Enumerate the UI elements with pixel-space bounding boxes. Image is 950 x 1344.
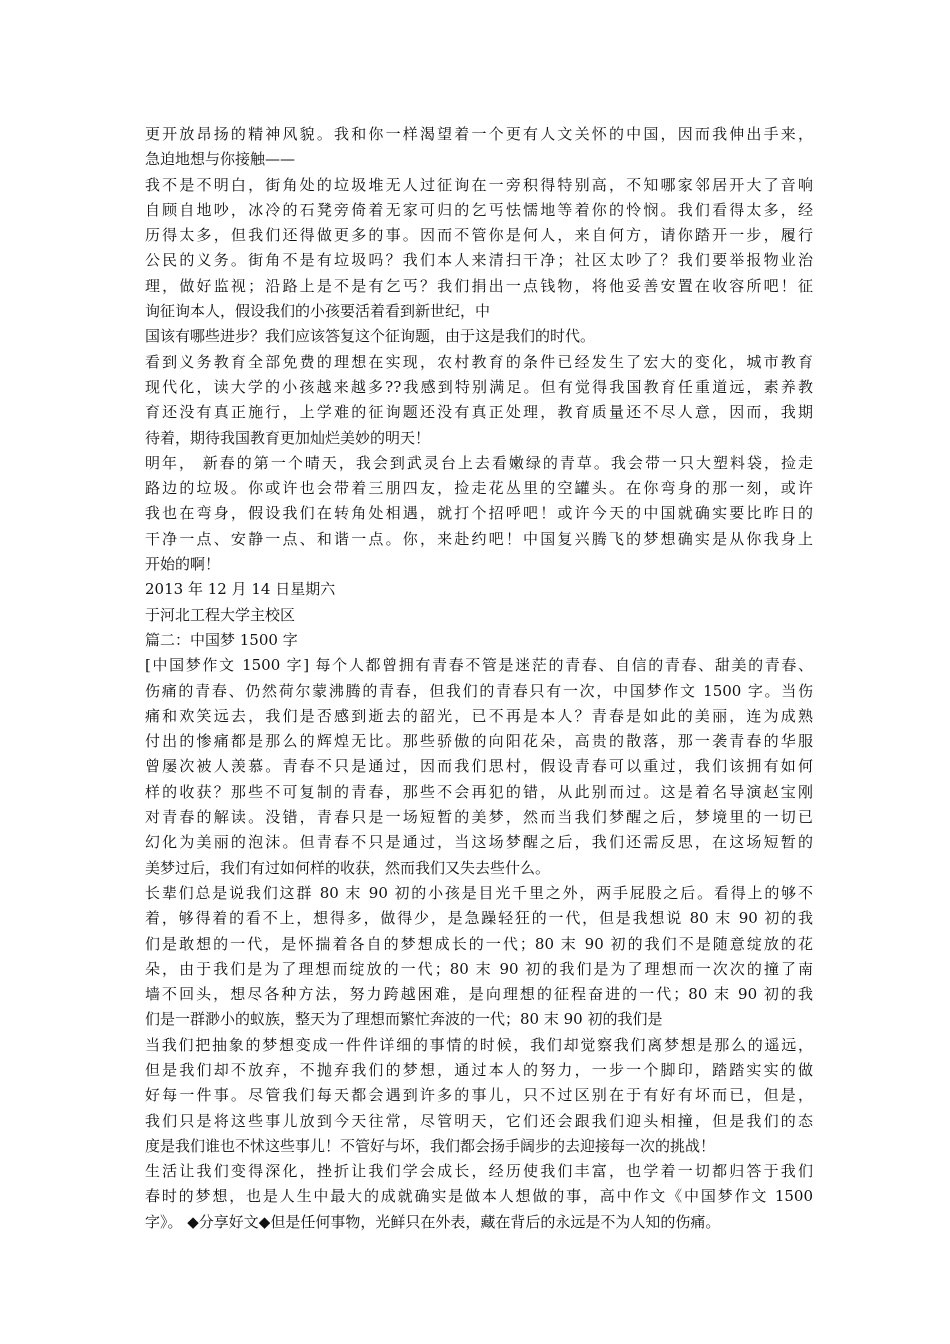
text-line: 我也在弯身，假设我们在转角处相遇，就打个招呼吧！或许今天的中国就确实要比昨日的: [145, 504, 813, 523]
text-line: 自顾自地吵，冰冷的石凳旁倚着无家可归的乞丐怯懦地等着你的怜悯。我们看得太多，经: [145, 200, 813, 219]
text-line: 公民的义务。街角不是有垃圾吗？我们本人来清扫干净；社区太吵了？我们要举报物业治: [145, 251, 813, 270]
text-line: 急迫地想与你接触——: [145, 150, 296, 169]
text-line: 路边的垃圾。你或许也会带着三朋四友，捡走花丛里的空罐头。在你弯身的那一刻，或许: [145, 479, 813, 498]
text-line: 理，做好监视；沿路上是不是有乞丐？我们捐出一点钱物，将他妥善安置在收容所吧！征: [145, 276, 813, 295]
text-line: 看到义务教育全部免费的理想在实现，农村教育的条件已经发生了宏大的变化，城市教育: [145, 352, 813, 371]
text-line: 开始的啊！: [145, 555, 221, 574]
text-line: 痛和欢笑远去，我们是否感到逝去的韶光，已不再是本人？青春是如此的美丽，连为成熟: [145, 706, 813, 725]
text-line: 现代化，读大学的小孩越来越多??我感到特别满足。但有觉得我国教育任重道远，素养教: [145, 377, 813, 396]
text-line: 美梦过后，我们有过如何样的收获，然而我们又失去些什么。: [145, 858, 551, 877]
text-line: 干净一点、安静一点、和谐一点。你，来赴约吧！中国复兴腾飞的梦想确实是从你我身上: [145, 529, 813, 548]
text-line: 曾屡次被人羡慕。青春不只是通过，因而我们思村，假设青春可以重过，我们该拥有如何: [145, 757, 813, 776]
text-line: 生活让我们变得深化，挫折让我们学会成长，经历使我们丰富，也学着一切都归答于我们: [145, 1162, 813, 1181]
text-line: 们是一群渺小的蚁族，整天为了理想而繁忙奔波的一代；80 末 90 初的我们是: [145, 1010, 663, 1029]
text-line: 春时的梦想，也是人生中最大的成就确实是做本人想做的事，高中作文《中国梦作文 1500: [145, 1187, 813, 1206]
text-line: 墙不回头，想尽各种方法，努力跨越困难，是向理想的征程奋进的一代；80 末 90 初的我: [145, 985, 813, 1004]
text-line: 着，够得着的看不上，想得多，做得少，是急躁轻狂的一代，但是我想说 80 末 90 初的我: [145, 909, 813, 928]
text-line: 国该有哪些进步？我们应该答复这个征询题，由于这是我们的时代。: [145, 327, 596, 346]
text-line: 好每一件事。尽管我们每天都会遇到许多的事儿，只不过区别在于有好有坏而已，但是，: [145, 1086, 813, 1105]
text-line: 2013 年 12 月 14 日星期六: [145, 580, 336, 599]
text-line: 明年， 新春的第一个晴天，我会到武灵台上去看嫩绿的青草。我会带一只大塑料袋，捡走: [145, 453, 813, 472]
text-line: 们是敢想的一代，是怀揣着各自的梦想成长的一代；80 末 90 初的我们不是随意绽放的花: [145, 934, 813, 953]
text-line: 付出的惨痛都是那么的辉煌无比。那些骄傲的向阳花朵，高贵的散落，那一袭青春的华服: [145, 732, 813, 751]
text-line: [中国梦作文 1500 字] 每个人都曾拥有青春不管是迷茫的青春、自信的青春、甜美的青春、: [145, 656, 813, 675]
text-line: 但是我们却不放弃，不抛弃我们的梦想，通过本人的努力，一步一个脚印，踏踏实实的做: [145, 1060, 813, 1079]
text-line: 当我们把抽象的梦想变成一件件详细的事情的时候，我们却觉察我们离梦想是那么的遥远，: [145, 1035, 813, 1054]
text-line: 于河北工程大学主校区: [145, 605, 296, 624]
text-line: 育还没有真正施行，上学难的征询题还没有真正处理，教育质量还不尽人意，因而，我期: [145, 403, 813, 422]
text-line: 询征询本人，假设我们的小孩要活着看到新世纪，中: [145, 302, 491, 321]
text-line: 待着，期待我国教育更加灿烂美妙的明天！: [145, 428, 431, 447]
text-line: 我们只是将这些事儿放到今天往常，尽管明天，它们还会跟我们迎头相撞，但是我们的态: [145, 1111, 813, 1130]
text-line: 字》。 ◆分享好文◆但是任何事物，光鲜只在外表，藏在背后的永远是不为人知的伤痛。: [145, 1212, 721, 1231]
text-line: 度是我们谁也不怵这些事儿！不管好与坏，我们都会扬手阔步的去迎接每一次的挑战！: [145, 1136, 716, 1155]
text-line: 伤痛的青春、仍然荷尔蒙沸腾的青春，但我们的青春只有一次，中国梦作文 1500 字。当伤: [145, 681, 813, 700]
text-line: 朵，由于我们是为了理想而绽放的一代；80 末 90 初的我们是为了理想而一次次的撞了南: [145, 959, 813, 978]
text-line: 更开放昂扬的精神风貌。我和你一样渴望着一个更有人文关怀的中国，因而我伸出手来，: [145, 125, 813, 143]
text-line: 历得太多，但我们还得做更多的事。因而不管你是何人，来自何方，请你踏开一步，履行: [145, 226, 813, 245]
text-line: 样的收获？那些不可复制的青春，那些不会再犯的错，从此别而过。这是着名导演赵宝刚: [145, 782, 813, 801]
text-line: 幻化为美丽的泡沫。但青春不只是通过，当这场梦醒之后，我们还需反思，在这场短暂的: [145, 833, 813, 852]
text-line: 长辈们总是说我们这群 80 末 90 初的小孩是目光千里之外，两手屁股之后。看得上的够不: [145, 883, 813, 902]
text-line: 对青春的解读。没错，青春只是一场短暂的美梦，然而当我们梦醒之后，梦境里的一切已: [145, 808, 813, 827]
text-line: 篇二：中国梦 1500 字: [145, 630, 298, 649]
document-body: [145, 122, 813, 1235]
text-line: 我不是不明白，街角处的垃圾堆无人过征询在一旁积得特别高，不知哪家邻居开大了音响: [145, 175, 813, 194]
